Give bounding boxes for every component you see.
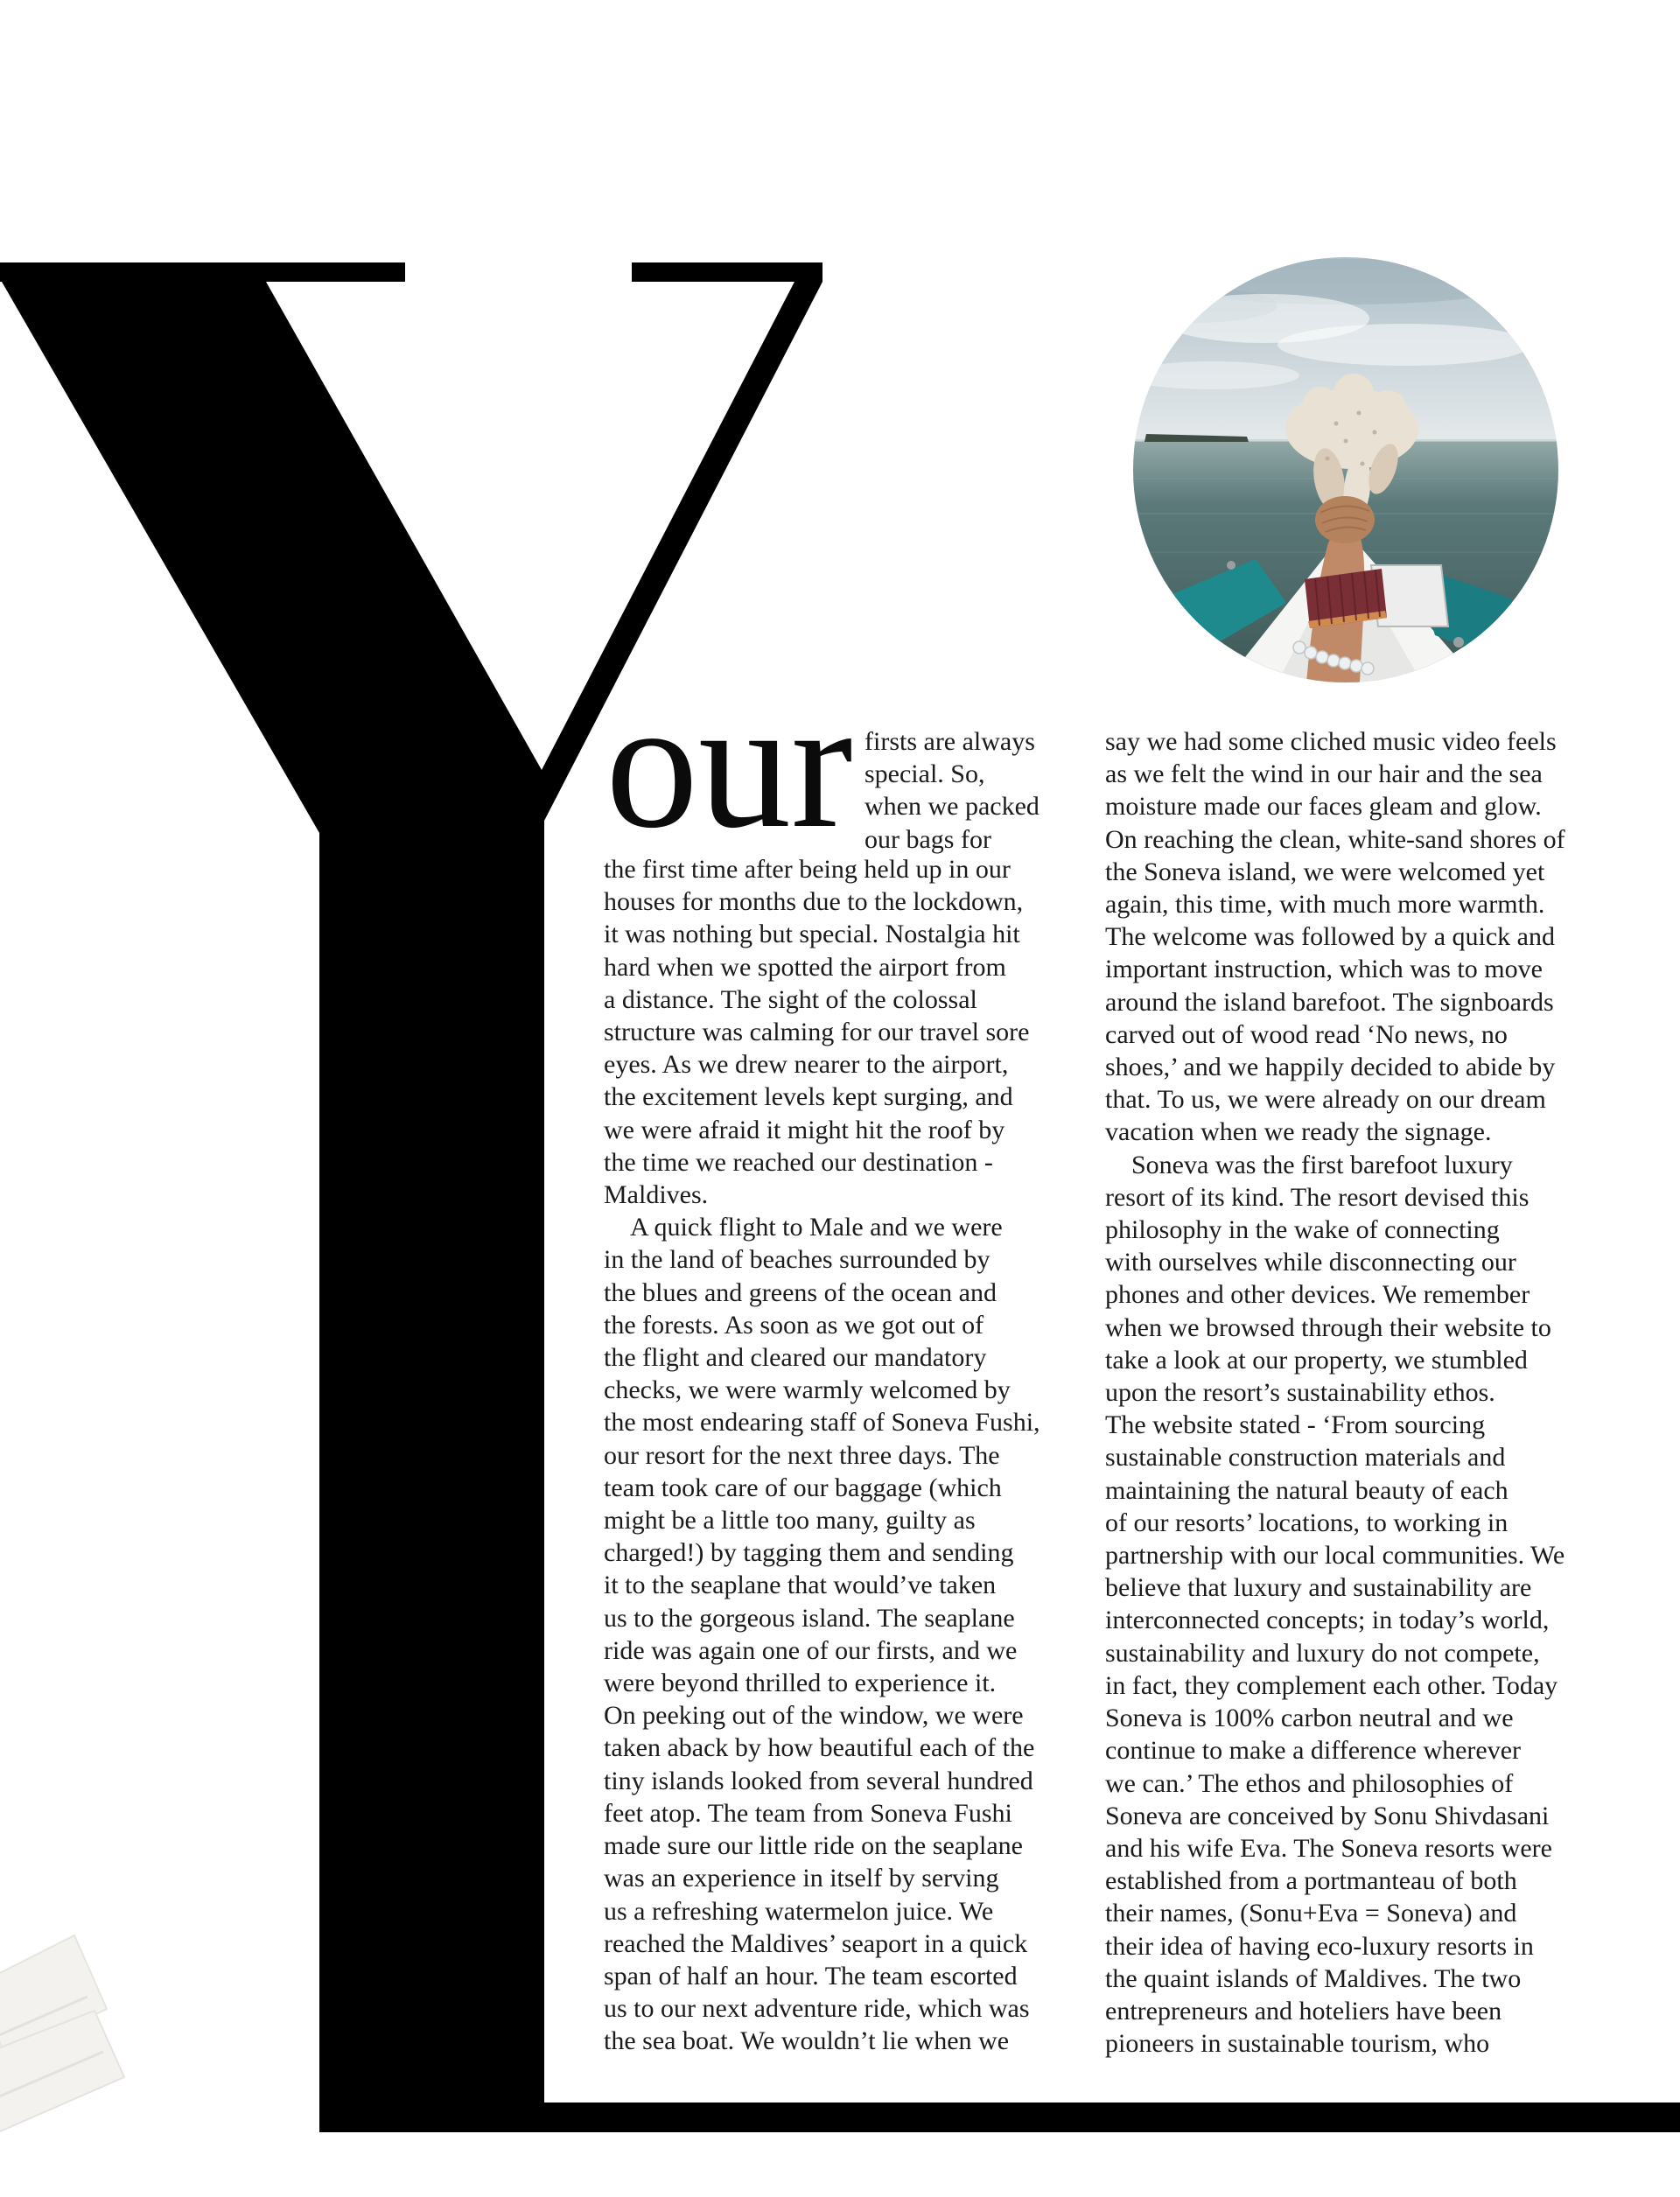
text-line: us to our next adventure ride, which was [604, 1994, 1030, 2024]
photo-cloud [1159, 259, 1527, 304]
drop-cap-y-right-serif [632, 262, 822, 282]
text-line: the most endearing staff of Soneva Fushi, [604, 1408, 1040, 1438]
text-line: continue to make a difference wherever [1105, 1736, 1522, 1766]
text-line: our bags for [864, 824, 991, 854]
text-line: pioneers in sustainable tourism, who [1105, 2029, 1490, 2059]
text-line: sustainable construction materials and [1105, 1443, 1506, 1473]
text-line: established from a portmanteau of both [1105, 1866, 1517, 1896]
text-line: upon the resort’s sustainability ethos. [1105, 1378, 1495, 1408]
text-line: the quaint islands of Maldives. The two [1105, 1963, 1522, 1993]
text-line: tiny islands looked from several hundred [604, 1766, 1033, 1795]
photo-cleat [1227, 561, 1236, 570]
text-line: ride was again one of our firsts, and we [604, 1635, 1018, 1665]
drop-cap-y-left-serif [0, 262, 405, 282]
text-line: maintaining the natural beauty of each [1105, 1475, 1508, 1505]
text-line: the forests. As soon as we got out of [604, 1310, 984, 1340]
text-line: with ourselves while disconnecting our [1105, 1248, 1516, 1277]
text-line: charged!) by tagging them and sending [604, 1538, 1014, 1568]
text-line: us a refreshing watermelon juice. We [604, 1896, 994, 1926]
text-line: believe that luxury and sustainability are [1105, 1573, 1532, 1603]
text-line: was an experience in itself by serving [604, 1864, 999, 1893]
text-line: The welcome was followed by a quick and [1105, 922, 1555, 952]
text-line: their idea of having eco-luxury resorts in [1105, 1931, 1534, 1961]
text-line: firsts are always [864, 727, 1035, 756]
text-line: On reaching the clean, white-sand shores of [1105, 824, 1565, 854]
text-line: The website stated - ‘From sourcing [1105, 1410, 1486, 1440]
text-line: Maldives. [604, 1180, 709, 1210]
text-line: and his wife Eva. The Soneva resorts were [1105, 1833, 1552, 1863]
text-line: vacation when we ready the signage. [1105, 1117, 1492, 1147]
text-line: the Soneva island, we were welcomed yet [1105, 857, 1545, 886]
text-line: reached the Maldives’ seaport in a quick [604, 1928, 1028, 1958]
right-column [1105, 725, 1565, 2060]
text-line: their names, (Sonu+Eva = Soneva) and [1105, 1899, 1517, 1928]
tape-scrap [0, 1935, 124, 2131]
text-line: carved out of wood read ‘No news, no [1105, 1019, 1508, 1049]
photo-cloud [1278, 324, 1531, 366]
text-line: special. So, [864, 759, 985, 789]
text-line: interconnected concepts; in today’s world, [1105, 1606, 1550, 1635]
text-line: structure was calming for our travel sore [604, 1018, 1030, 1047]
text-line: take a look at our property, we stumbled [1105, 1345, 1528, 1375]
text-line: around the island barefoot. The signboards [1105, 987, 1554, 1017]
text-line: the excitement levels kept surging, and [604, 1082, 1013, 1112]
text-line: made sure our little ride on the seaplane [604, 1831, 1023, 1861]
text-line: as we felt the wind in our hair and the sea [1105, 759, 1543, 789]
text-line: partnership with our local communities. We [1105, 1541, 1565, 1571]
text-line: we can.’ The ethos and philosophies of [1105, 1768, 1514, 1798]
text-line: the blues and greens of the ocean and [604, 1277, 997, 1307]
text-line: Soneva is 100% carbon neutral and we [1105, 1704, 1514, 1733]
text-line: checks, we were warmly welcomed by [604, 1375, 1011, 1405]
text-line: On peeking out of the window, we were [604, 1701, 1024, 1731]
coral-photo [1133, 257, 1558, 682]
text-line: in fact, they complement each other. Today [1105, 1670, 1558, 1700]
text-line: the first time after being held up in our [604, 855, 1011, 884]
text-line: team took care of our baggage (which [604, 1473, 1002, 1502]
text-line: important instruction, which was to move [1105, 955, 1543, 984]
text-line: moisture made our faces gleam and glow. [1105, 792, 1542, 822]
text-line: it to the seaplane that would’ve taken [604, 1571, 997, 1600]
text-line: Soneva are conceived by Sonu Shivdasani [1105, 1801, 1550, 1830]
text-line: phones and other devices. We remember [1105, 1280, 1530, 1310]
text-line: were beyond thrilled to experience it. [604, 1669, 997, 1698]
text-line: say we had some cliched music video feels [1105, 727, 1557, 756]
text-line: a distance. The sight of the colossal [604, 984, 977, 1014]
text-line: we were afraid it might hit the roof by [604, 1115, 1005, 1144]
text-line: the time we reached our destination - [604, 1147, 993, 1177]
text-line: when we browsed through their website to [1105, 1312, 1551, 1342]
text-line: span of half an hour. The team escorted [604, 1961, 1018, 1991]
text-line: philosophy in the wake of connecting [1105, 1215, 1500, 1245]
text-line: of our resorts’ locations, to working in [1105, 1508, 1508, 1537]
text-line: it was nothing but special. Nostalgia hit [604, 920, 1020, 949]
text-line: when we packed [864, 792, 1040, 822]
text-line: hard when we spotted the airport from [604, 952, 1006, 982]
intro-block [864, 725, 1040, 856]
text-line: houses for months due to the lockdown, [604, 887, 1024, 917]
text-line: sustainability and luxury do not compete, [1105, 1638, 1540, 1668]
text-line: resort of its kind. The resort devised this [1105, 1182, 1530, 1212]
bottom-rule [319, 2103, 1680, 2132]
text-line: A quick flight to Male and we were [630, 1213, 1003, 1242]
photo-fist [1315, 496, 1375, 543]
text-line: feet atop. The team from Soneva Fushi [604, 1798, 1012, 1828]
text-line: taken aback by how beautiful each of the [604, 1733, 1035, 1763]
text-line: that. To us, we were already on our dream [1105, 1085, 1546, 1115]
text-line: the sea boat. We wouldn’t lie when we [604, 2026, 1010, 2056]
text-line: us to the gorgeous island. The seaplane [604, 1603, 1015, 1633]
text-line: in the land of beaches surrounded by [604, 1245, 990, 1275]
text-line: Soneva was the first barefoot luxury [1131, 1150, 1513, 1179]
left-column [604, 853, 1040, 2058]
text-line: entrepreneurs and hoteliers have been [1105, 1996, 1502, 2026]
text-line: might be a little too many, guilty as [604, 1506, 976, 1536]
photo-cleat [1453, 637, 1464, 647]
text-line: again, this time, with much more warmth. [1105, 890, 1545, 920]
text-line: our resort for the next three days. The [604, 1440, 1000, 1470]
text-line: eyes. As we drew nearer to the airport, [604, 1050, 1009, 1080]
headline-word: our [606, 661, 853, 866]
text-line: the flight and cleared our mandatory [604, 1343, 987, 1373]
text-line: shoes,’ and we happily decided to abide by [1105, 1053, 1556, 1082]
